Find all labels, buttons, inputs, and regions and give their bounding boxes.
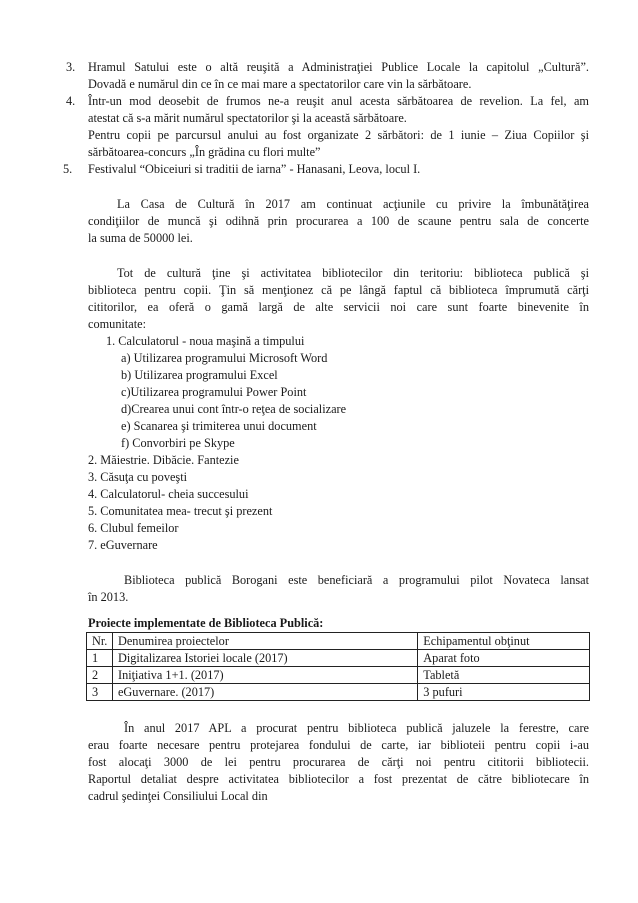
cell-equipment: Tabletă — [418, 667, 590, 684]
table-header-row — [87, 633, 590, 650]
cell-nr: 1 — [87, 650, 113, 667]
cell-nr: 3 — [87, 684, 113, 701]
program-item-2: 2. Măiestrie. Dibăcie. Fantezie — [88, 453, 239, 467]
projects-table — [86, 632, 590, 701]
table-row — [87, 650, 590, 667]
casa-line-2: condiţiilor de muncă şi odihnă prin procurarea a 100 de scaune pentru sala de concerte — [88, 214, 589, 228]
item-4-line-4: sărbătoarea-concurs „În grădina cu flori multe” — [88, 145, 321, 159]
item-4-line-2: atestat că s-a mărit numărul spectatorilor şi la această sărbătoare. — [88, 111, 407, 125]
biblioteci-line-1: Tot de cultură ţine şi activitatea bibliotecilor din teritoriu: biblioteca publică şi — [117, 266, 589, 280]
cell-project: Digitalizarea Istoriei locale (2017) — [112, 650, 417, 667]
apl-line-5: cadrul şedinţei Consiliului Local din — [88, 789, 268, 803]
program-item-6: 6. Clubul femeilor — [88, 521, 179, 535]
apl-line-1: În anul 2017 APL a procurat pentru biblioteca publică jaluzele la ferestre, care — [124, 721, 589, 735]
casa-line-3: la suma de 50000 lei. — [88, 231, 193, 245]
biblioteci-line-4: comunitate: — [88, 317, 147, 331]
projects-heading: Proiecte implementate de Biblioteca Publică: — [88, 616, 324, 630]
program-item-1: 1. Calculatorul - noua maşină a timpului — [106, 334, 305, 348]
item-5-line-1: Festivalul “Obiceiuri si traditii de iarna” - Hanasani, Leova, locul I. — [88, 162, 421, 176]
cell-project: Iniţiativa 1+1. (2017) — [112, 667, 417, 684]
cell-project: eGuvernare. (2017) — [112, 684, 417, 701]
program-sub-item-b: b) Utilizarea programului Excel — [121, 368, 278, 382]
program-item-3: 3. Căsuţa cu poveşti — [88, 470, 188, 484]
list-number-4: 4. — [66, 94, 76, 108]
cell-nr: 2 — [87, 667, 113, 684]
program-sub-item-f: f) Convorbiri pe Skype — [121, 436, 235, 450]
program-sub-item-e: e) Scanarea şi trimiterea unui document — [121, 419, 317, 433]
header-denumirea: Denumirea proiectelor — [112, 633, 417, 650]
item-4-line-3: Pentru copii pe parcursul anului au fost organizate 2 sărbători: de 1 iunie – Ziua Copiilor şi — [88, 128, 589, 142]
header-nr: Nr. — [87, 633, 113, 650]
biblioteci-line-3: cititorilor, ea oferă o gamă largă de alte servicii noi care sunt foarte binevenite în — [88, 300, 589, 314]
cell-equipment: Aparat foto — [418, 650, 590, 667]
program-item-5: 5. Comunitatea mea- trecut şi prezent — [88, 504, 273, 518]
header-echipament: Echipamentul obţinut — [418, 633, 590, 650]
table-row — [87, 667, 590, 684]
novateca-line-2: în 2013. — [88, 590, 129, 604]
biblioteci-line-2: biblioteca pentru copii. Ţin să menţionez că pe lângă faptul că biblioteca împrumută cărţi — [88, 283, 589, 297]
apl-line-2: erau foarte necesare pentru protejarea fondului de carte, iar biblioteii pentru copii i-au — [88, 738, 589, 752]
item-3-line-1: Hramul Satului este o altă reuşită a Administraţiei Publice Locale la capitolul „Cultură”. — [88, 60, 589, 74]
cell-equipment: 3 pufuri — [418, 684, 590, 701]
program-sub-item-c: c)Utilizarea programului Power Point — [121, 385, 307, 399]
table-row — [87, 684, 590, 701]
list-number-5: 5. — [63, 162, 73, 176]
program-sub-item-d: d)Crearea unui cont într-o reţea de socializare — [121, 402, 347, 416]
program-sub-item-a: a) Utilizarea programului Microsoft Word — [121, 351, 328, 365]
novateca-line-1: Biblioteca publică Borogani este beneficiară a programului pilot Novateca lansat — [124, 573, 589, 587]
program-item-4: 4. Calculatorul- cheia succesului — [88, 487, 249, 501]
casa-line-1: La Casa de Cultură în 2017 am continuat acţiunile cu privire la îmbunătăţirea — [117, 197, 589, 211]
item-3-line-2: Dovadă e numărul din ce în ce mai mare a spectatorilor care vin la sărbătoare. — [88, 77, 472, 91]
program-item-7: 7. eGuvernare — [88, 538, 158, 552]
apl-line-3: fost alocaţi 3000 de lei pentru procurarea de cărţi noi pentru cititorii bibliotecii. — [88, 755, 589, 769]
apl-line-4: Raportul detaliat despre activitatea bibliotecilor a fost prezentat de către bibliotecare în — [88, 772, 589, 786]
list-number-3: 3. — [66, 60, 76, 74]
item-4-line-1: Într-un mod deosebit de frumos ne-a reuşit anul acesta sărbătoarea de revelion. La fel, am — [88, 94, 589, 108]
